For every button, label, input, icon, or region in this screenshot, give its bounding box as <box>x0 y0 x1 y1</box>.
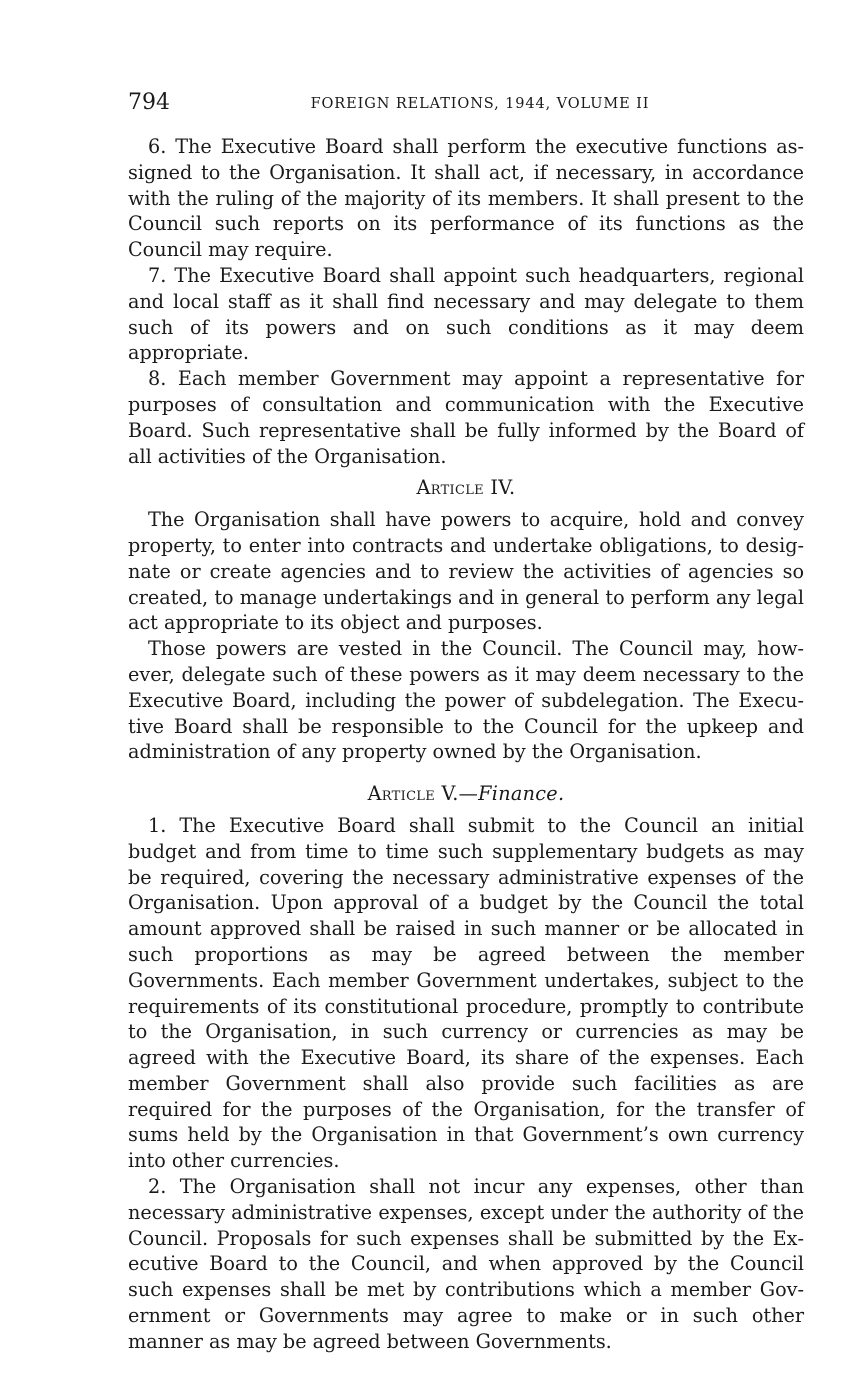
paragraph-article4-1: The Organisation shall have powers to acquire, hold and convey property, to enter into contracts and undertake obligations, to designate or create agencies and to review the activities of agencies so created, to manage undertakings and in general to perform any legal act appropriate to its object and purposes. <box>128 508 804 635</box>
page-number: 794 <box>128 90 170 115</box>
paragraph-article5-1: 1. The Executive Board shall submit to the Council an initial budget and from time to time such supplementary budgets as may be required, covering the necessary administrative expenses of the Organisation. Upon approval of a budget by the Council the total amount approved shall be raised in such manner or be allocated in such proportions as may be agreed between the member Governments. Each member Government undertakes, subject to the requirements of its constitutional procedure, promptly to contribute to the Organisation, in such currency or currencies as may be agreed with the Executive Board, its share of the expenses. Each member Government shall also provide such facilities as are required for the purposes of the Organisation, for the transfer of sums held by the Organisation in that Government’s own currency into other currencies. <box>128 813 804 1173</box>
article-5-number: V.— <box>441 782 479 806</box>
paragraph-article5-2: 2. The Organisation shall not incur any expenses, other than necessary administrative expenses, except under the authority of the Council. Proposals for such expenses shall be submitted by the Executive Board to the Council, and when approved by the Council such expenses shall be met by contributions which a member Government or Governments may agree to make or in such other manner as may be agreed between Governments. <box>128 1175 804 1353</box>
article-4-heading <box>128 475 804 501</box>
page-header <box>128 88 804 118</box>
article-4-number: IV. <box>490 476 516 500</box>
paragraph-article4-2: Those powers are vested in the Council. The Council may, however, delegate such of these powers as it may deem necessary to the Executive Board, including the power of subdelegation. The Executive Board shall be responsible to the Council for the upkeep and administration of any property owned by the Organisation. <box>128 637 804 764</box>
paragraph-article3-7: 7. The Executive Board shall appoint such headquarters, regional and local staff as it shall find necessary and may delegate to them such of its powers and on such conditions as it may deem appropriate. <box>128 263 804 365</box>
article-5-label: Article <box>367 782 436 806</box>
paragraph-article3-8: 8. Each member Government may appoint a representative for purposes of consultation and communication with the Executive Board. Such representative shall be fully informed by the Board of all activities of the Organisation. <box>128 367 804 468</box>
article-5-heading <box>128 781 804 807</box>
article-5-title: Finance. <box>478 782 565 806</box>
article-4-label: Article <box>416 476 484 500</box>
document-body <box>128 134 804 1355</box>
running-head: FOREIGN RELATIONS, 1944, VOLUME II <box>310 96 650 112</box>
paragraph-article3-6: 6. The Executive Board shall perform the executive functions assigned to the Organisation. It shall act, if necessary, in accordance with the ruling of the majority of its members. It shall present to the Council such reports on its performance of its functions as the Council may require. <box>128 135 804 262</box>
